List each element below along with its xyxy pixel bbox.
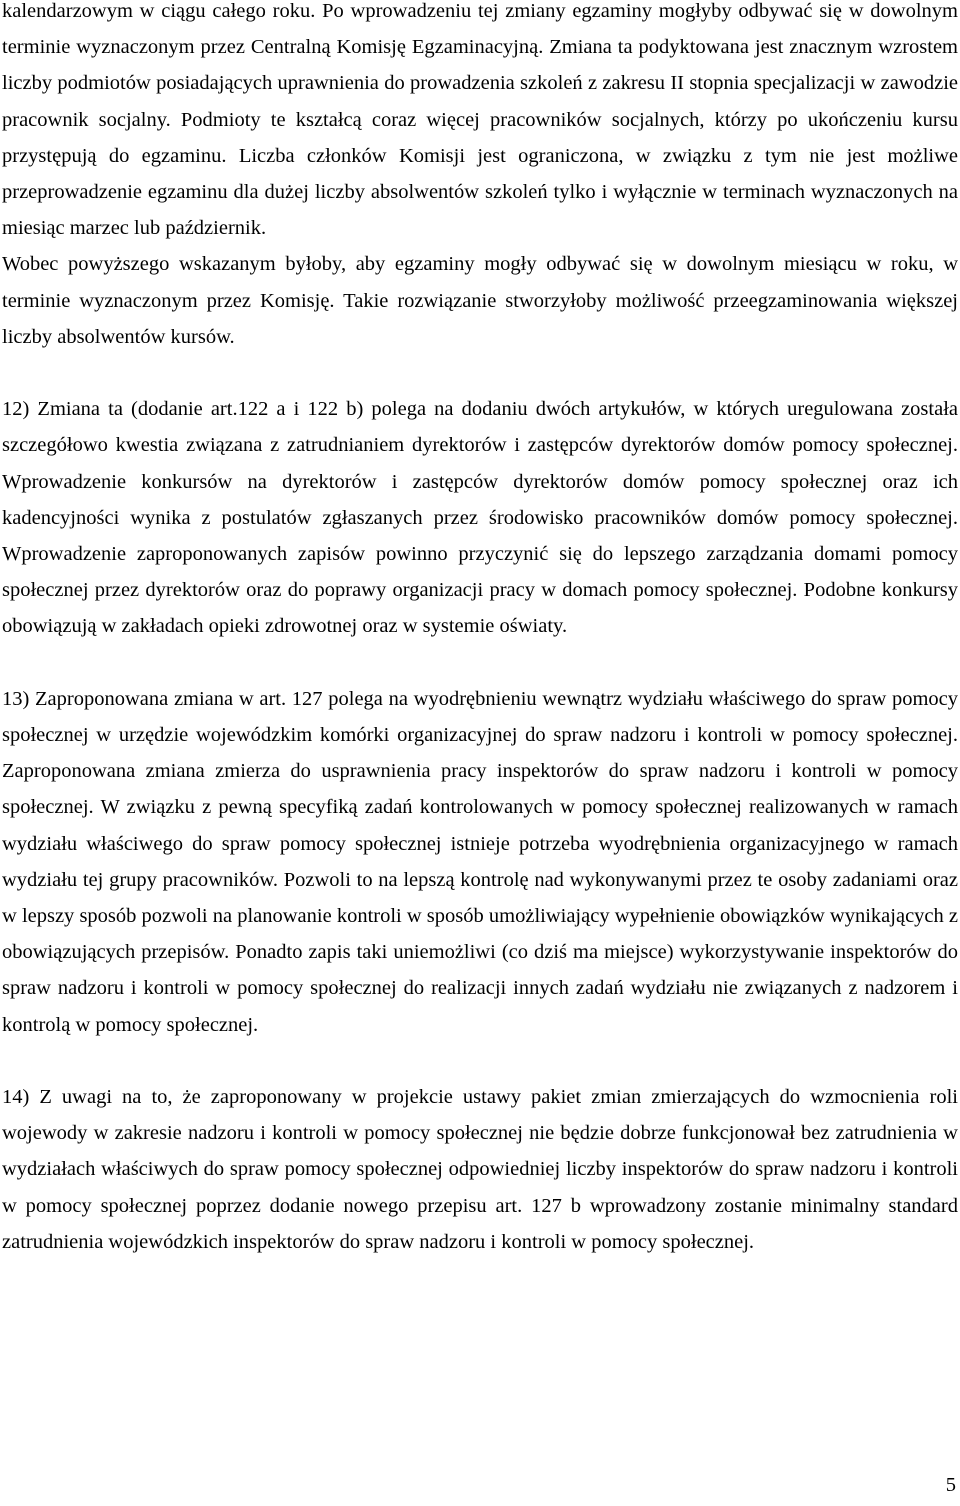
paragraph-spacer [2,645,958,681]
paragraph-spacer [2,355,958,391]
paragraph-item-13: 13) Zaproponowana zmiana w art. 127 polega na wyodrębnieniu wewnątrz wydziału właściwego do spraw pomocy społecznej w urzędzie wojewódzkim komórki organizacyjnej do spraw nadzoru i kontroli w pomocy społecznej. Zaproponowana zmiana zmierza do usprawnienia pracy inspektorów do spraw nadzoru i kontroli w pomocy społecznej. W związku z pewną specyfiką zadań kontrolowanych w pomocy społecznej realizowanych w ramach wydziału właściwego do spraw pomocy społecznej istnieje potrzeba wyodrębnienia organizacyjnego w ramach wydziału tej grupy pracowników. Pozwoli to na lepszą kontrolę nad wykonywanymi przez te osoby zadaniami oraz w lepszy sposób pozwoli na planowanie kontroli w sposób umożliwiający wypełnienie obowiązków wynikających z obowiązujących przepisów. Ponadto zapis taki uniemożliwi (co dziś ma miejsce) wykorzystywanie inspektorów do spraw nadzoru i kontroli w pomocy społecznej do realizacji innych zadań wydziału nie związanych z nadzorem i kontrolą w pomocy społecznej. [2,687,958,1036]
page-number: 5 [945,1474,956,1496]
paragraph-spacer [2,1043,958,1079]
paragraph-item-14: 14) Z uwagi na to, że zaproponowany w projekcie ustawy pakiet zmian zmierzających do wzmocnienia roli wojewody w zakresie nadzoru i kontroli w pomocy społecznej nie będzie dobrze funkcjonował bez zatrudnienia w wydziałach właściwych do spraw pomocy społecznej odpowiedniej liczby inspektorów do spraw nadzoru i kontroli w pomocy społecznej poprzez dodanie nowego przepisu art. 127 b wprowadzony zostanie minimalny standard zatrudnienia wojewódzkich inspektorów do spraw nadzoru i kontroli w pomocy społecznej. [2,1086,958,1253]
document-body [2,0,958,1260]
paragraph-exam-proposal: Wobec powyższego wskazanym byłoby, aby egzaminy mogły odbywać się w dowolnym miesiącu w roku, w terminie wyznaczonym przez Komisję. Takie rozwiązanie stworzyłoby możliwość przeegzaminowania większej liczby absolwentów kursów. [2,253,958,348]
paragraph-exam-terms: kalendarzowym w ciągu całego roku. Po wprowadzeniu tej zmiany egzaminy mogłyby odbywać się w dowolnym terminie wyznaczonym przez Centralną Komisję Egzaminacyjną. Zmiana ta podyktowana jest znacznym wzrostem liczby podmiotów posiadających uprawnienia do prowadzenia szkoleń z zakresu II stopnia specjalizacji w zawodzie pracownik socjalny. Podmioty te kształcą coraz więcej pracowników socjalnych, którzy po ukończeniu kursu przystępują do egzaminu. Liczba członków Komisji jest ograniczona, w związku z tym nie jest możliwe przeprowadzenie egzaminu dla dużej liczby absolwentów szkoleń tylko i wyłącznie w terminach wyznaczonych na miesiąc marzec lub październik. [2,0,958,240]
paragraph-item-12: 12) Zmiana ta (dodanie art.122 a i 122 b) polega na dodaniu dwóch artykułów, w których uregulowana została szczegółowo kwestia związana z zatrudnianiem dyrektorów i zastępców dyrektorów domów pomocy społecznej. Wprowadzenie konkursów na dyrektorów i zastępców dyrektorów domów pomocy społecznej oraz ich kadencyjności wynika z postulatów zgłaszanych przez środowisko pracowników domów pomocy społecznej. Wprowadzenie zaproponowanych zapisów powinno przyczynić się do lepszego zarządzania domami pomocy społecznej przez dyrektorów oraz do poprawy organizacji pracy w domach pomocy społecznej. Podobne konkursy obowiązują w zakładach opieki zdrowotnej oraz w systemie oświaty. [2,398,958,638]
